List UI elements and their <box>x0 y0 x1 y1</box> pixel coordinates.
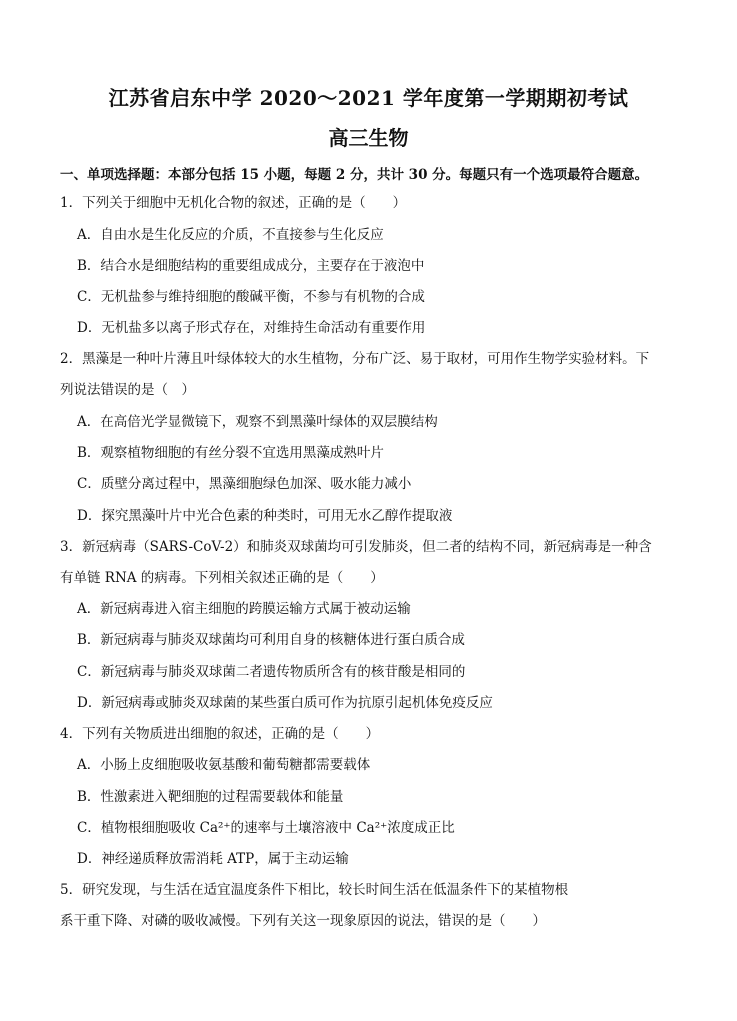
question-4-stem: 4．下列有关物质进出细胞的叙述，正确的是（ ） <box>60 726 380 742</box>
question-1-option-a: A．自由水是生化反应的介质，不直接参与生化反应 <box>77 227 384 243</box>
question-2-stem-line-2: 列说法错误的是（ ） <box>60 382 195 398</box>
question-2-stem-line-1: 2．黑藻是一种叶片薄且叶绿体较大的水生植物，分布广泛、易于取材，可用作生物学实验材料。下 <box>60 351 650 367</box>
question-5-stem-line-2: 系干重下降、对磷的吸收减慢。下列有关这一现象原因的说法，错误的是（ ） <box>60 913 546 929</box>
question-2-option-b: B．观察植物细胞的有丝分裂不宜选用黑藻成熟叶片 <box>77 445 384 461</box>
question-3-stem-line-2: 有单链 RNA 的病毒。下列相关叙述正确的是（ ） <box>60 570 384 586</box>
question-4-option-b: B．性激素进入靶细胞的过程需要载体和能量 <box>77 789 344 805</box>
question-2-option-c: C．质壁分离过程中，黑藻细胞绿色加深、吸水能力减小 <box>77 476 412 492</box>
question-4-option-a: A．小肠上皮细胞吸收氨基酸和葡萄糖都需要载体 <box>77 757 371 773</box>
question-3-option-d: D．新冠病毒或肺炎双球菌的某些蛋白质可作为抗原引起机体免疫反应 <box>77 695 493 711</box>
question-1-option-d: D．无机盐多以离子形式存在，对维持生命活动有重要作用 <box>77 320 426 336</box>
question-3-option-b: B．新冠病毒与肺炎双球菌均可利用自身的核糖体进行蛋白质合成 <box>77 632 465 648</box>
exam-title: 江苏省启东中学 2020～2021 学年度第一学期期初考试 <box>108 86 629 110</box>
question-1-option-c: C．无机盐参与维持细胞的酸碱平衡，不参与有机物的合成 <box>77 289 425 305</box>
section-heading: 一、单项选择题：本部分包括 15 小题，每题 2 分，共计 30 分。每题只有一个选项最符合题意。 <box>60 167 649 183</box>
question-3-option-a: A．新冠病毒进入宿主细胞的跨膜运输方式属于被动运输 <box>77 601 411 617</box>
question-3-stem-line-1: 3．新冠病毒（SARS-CoV-2）和肺炎双球菌均可引发肺炎，但二者的结构不同，新冠病毒是一种含 <box>60 539 652 555</box>
exam-subtitle: 高三生物 <box>328 126 409 150</box>
question-2-option-d: D．探究黑藻叶片中光合色素的种类时，可用无水乙醇作提取液 <box>77 508 453 524</box>
question-4-option-d: D．神经递质释放需消耗 ATP，属于主动运输 <box>77 851 349 867</box>
question-2-option-a: A．在高倍光学显微镜下，观察不到黑藻叶绿体的双层膜结构 <box>77 414 438 430</box>
question-1-stem: 1．下列关于细胞中无机化合物的叙述，正确的是（ ） <box>60 195 407 211</box>
question-5-stem-line-1: 5．研究发现，与生活在适宜温度条件下相比，较长时间生活在低温条件下的某植物根 <box>60 882 569 898</box>
question-3-option-c: C．新冠病毒与肺炎双球菌二者遗传物质所含有的核苷酸是相同的 <box>77 664 466 680</box>
question-1-option-b: B．结合水是细胞结构的重要组成成分，主要存在于液泡中 <box>77 258 425 274</box>
question-4-option-c: C．植物根细胞吸收 Ca²⁺的速率与土壤溶液中 Ca²⁺浓度成正比 <box>77 820 455 836</box>
